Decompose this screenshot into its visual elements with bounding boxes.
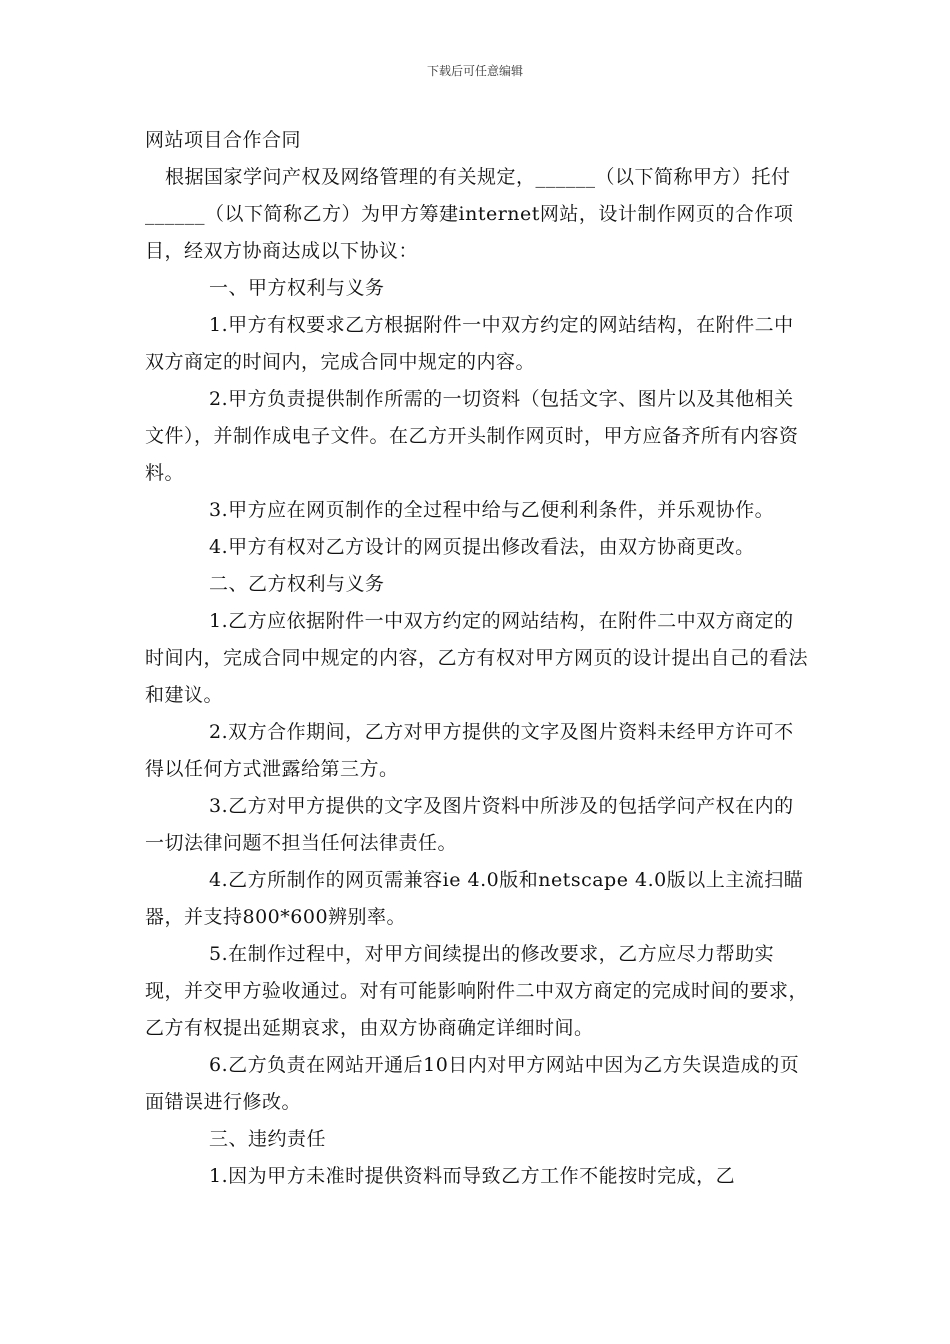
clause-b-2: 2.双方合作期间，乙方对甲方提供的文字及图片资料未经甲方许可不得以任何方式泄露给第三方。 [145, 721, 794, 780]
page-header-note: 下载后可任意编辑 [426, 64, 523, 78]
clause-b-4: 4.乙方所制作的网页需兼容ie 4.0版和netscape 4.0版以上主流扫瞄器，并支持800*600辨别率。 [145, 869, 804, 928]
intro-text-2: （以下简称甲方）托付 [595, 166, 791, 188]
clause-b-1: 1.乙方应依据附件一中双方约定的网站结构，在附件二中双方商定的时间内，完成合同中规定的内容，乙方有权对甲方网页的设计提出自己的看法和建议。 [145, 610, 809, 706]
document-body [145, 122, 810, 1195]
section-heading-party-a: 一、甲方权利与义务 [209, 277, 385, 299]
clause-b-6: 6.乙方负责在网站开通后10日内对甲方网站中因为乙方失误造成的页面错误进行修改。 [145, 1054, 800, 1113]
section-heading-party-b: 二、乙方权利与义务 [209, 573, 385, 595]
clause-a-1: 1.甲方有权要求乙方根据附件一中双方约定的网站结构，在附件二中双方商定的时间内，完成合同中规定的内容。 [145, 314, 794, 373]
clause-a-4: 4.甲方有权对乙方设计的网页提出修改看法，由双方协商更改。 [209, 536, 755, 558]
clause-c-1: 1.因为甲方未准时提供资料而导致乙方工作不能按时完成，乙 [209, 1165, 736, 1187]
clause-b-3: 3.乙方对甲方提供的文字及图片资料中所涉及的包括学问产权在内的一切法律问题不担当任何法律责任。 [145, 795, 794, 854]
clause-a-2: 2.甲方负责提供制作所需的一切资料（包括文字、图片以及其他相关文件），并制作成电子文件。在乙方开头制作网页时，甲方应备齐所有内容资料。 [145, 388, 799, 484]
party-b-blank: ______ [145, 203, 205, 225]
section-heading-liability: 三、违约责任 [209, 1128, 327, 1150]
clause-b-5: 5.在制作过程中，对甲方间续提出的修改要求，乙方应尽力帮助实现，并交甲方验收通过。对有可能影响附件二中双方商定的完成时间的要求，乙方有权提出延期哀求，由双方协商确定详细时间。 [145, 943, 809, 1039]
clause-a-3: 3.甲方应在网页制作的全过程中给与乙便利利条件，并乐观协作。 [209, 499, 775, 521]
intro-paragraph [145, 159, 810, 270]
party-a-blank: ______ [535, 166, 596, 188]
document-title: 网站项目合作合同 [145, 129, 302, 151]
intro-text-1: 根据国家学问产权及网络管理的有关规定， [165, 166, 536, 188]
intro-text-3: （以下简称乙方）为甲方筹建internet网站，设计制作网页的合作项目，经双方协商达成以下协议： [145, 203, 794, 262]
